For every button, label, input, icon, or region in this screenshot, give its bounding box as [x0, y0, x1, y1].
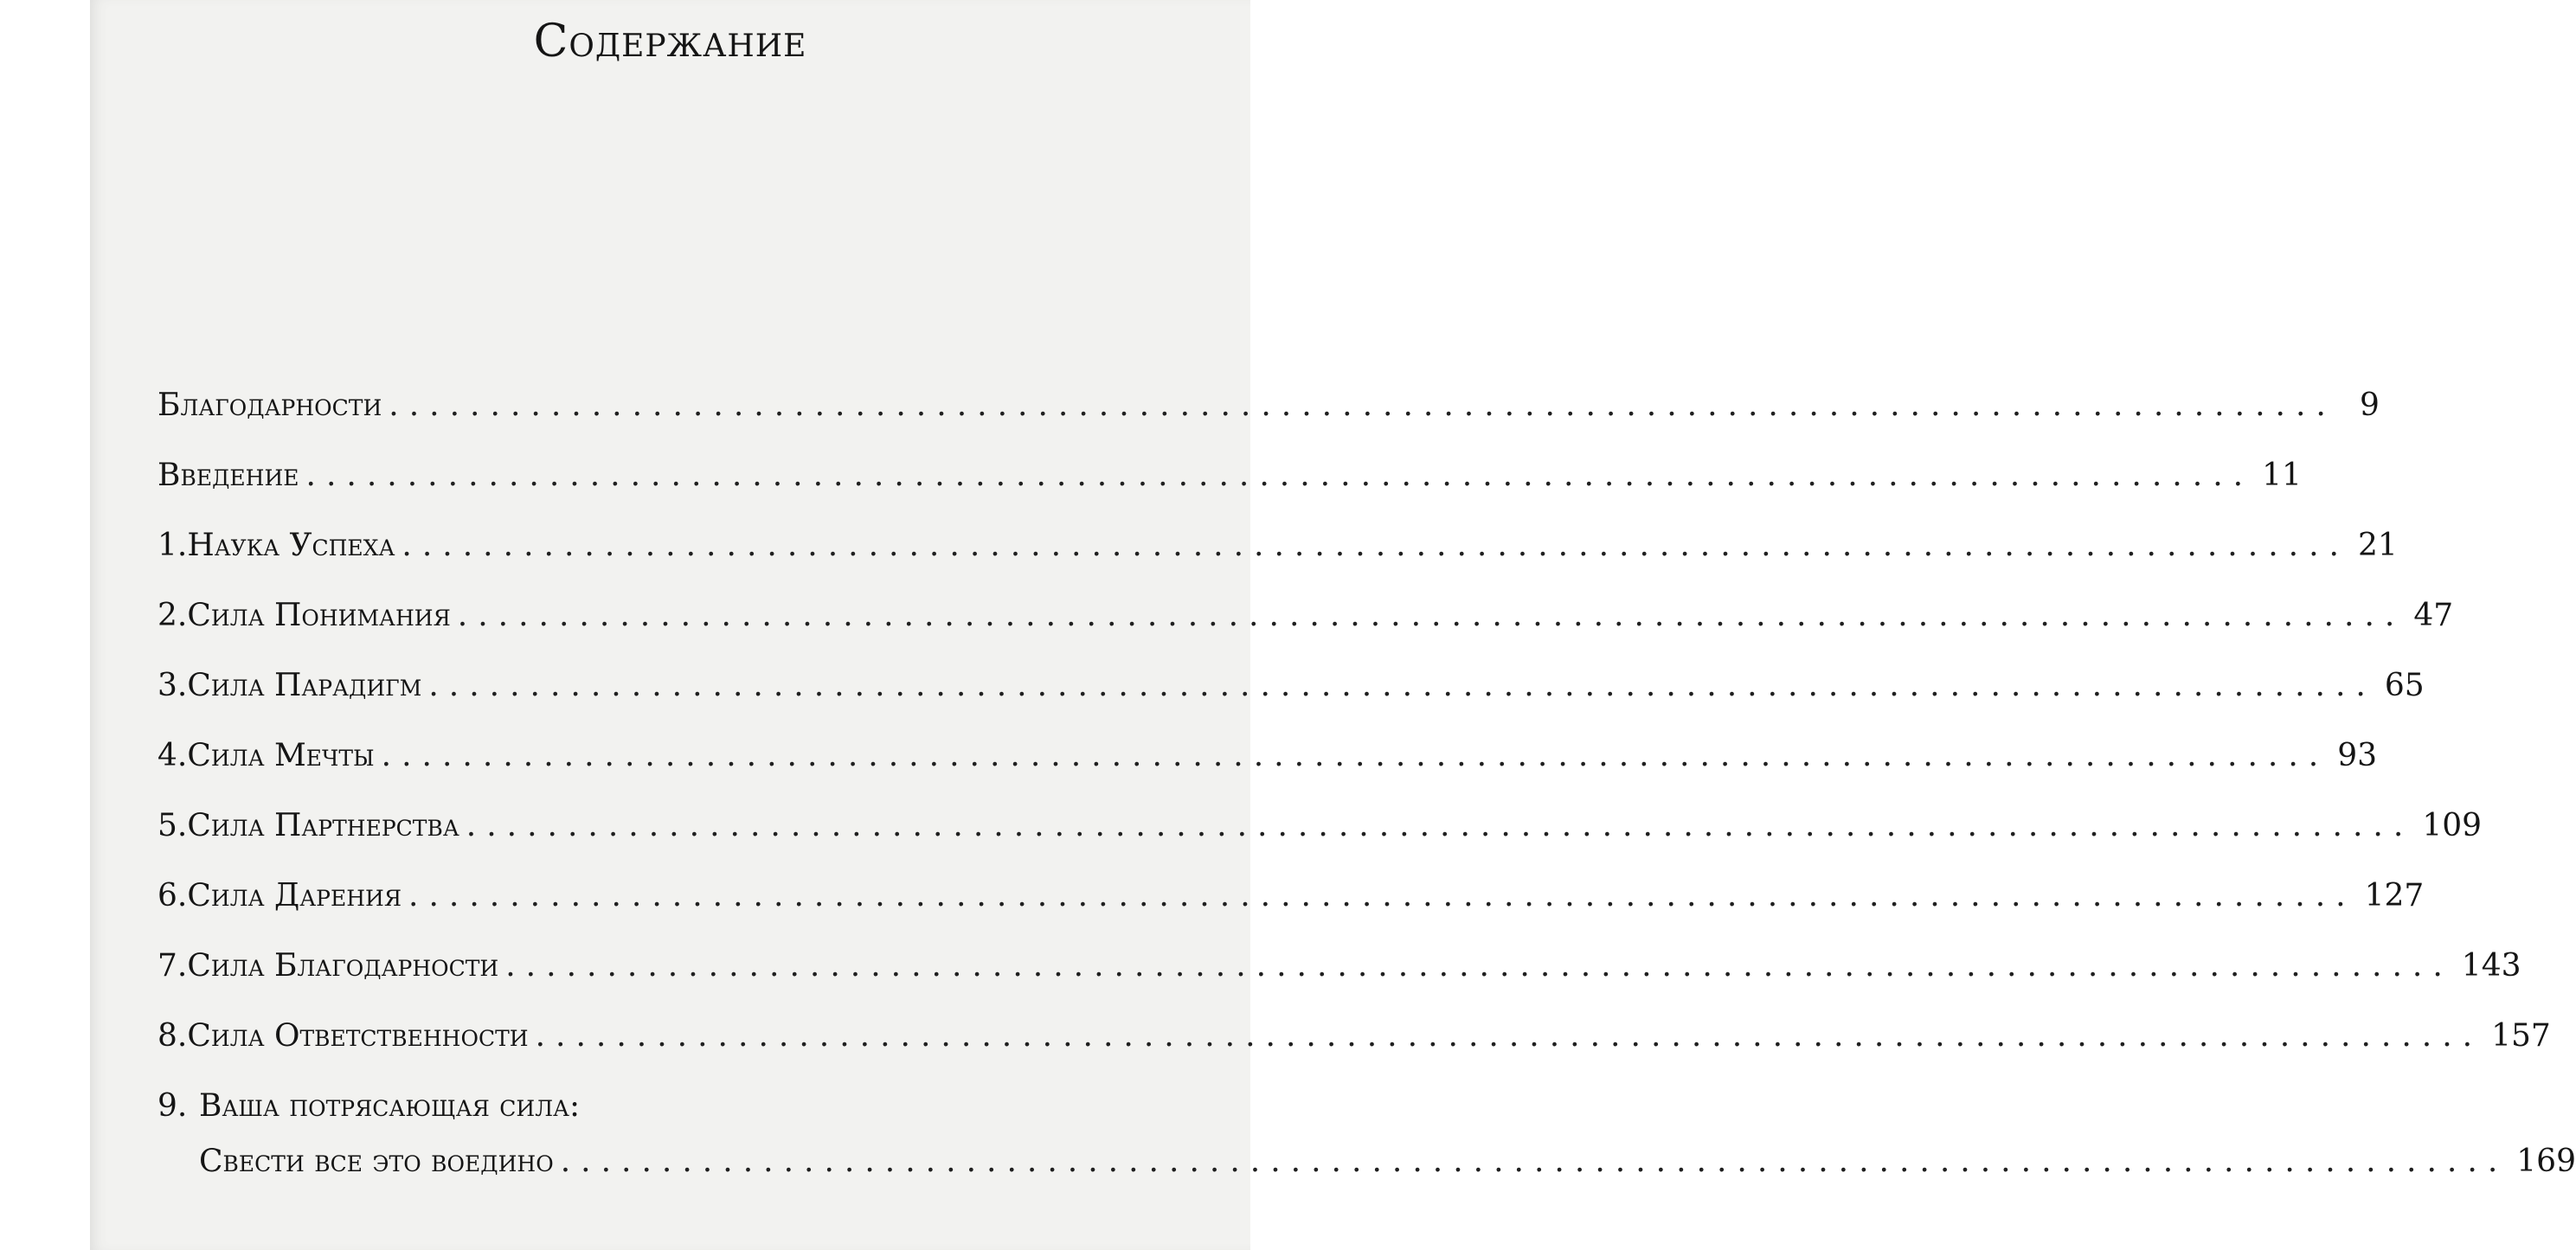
- toc-entry-label: Сила Дарения: [187, 878, 402, 913]
- dot-leader: ................................................................................................: [305, 458, 2254, 493]
- toc-entry-label: Ваша потрясающая сила:: [199, 1088, 581, 1124]
- toc-entry-page: 143: [2461, 948, 2521, 984]
- toc-entry-chapter-3: [157, 668, 2425, 738]
- dot-leader: ................................................................................................: [457, 598, 2406, 633]
- dot-leader: ................................................................................................: [505, 948, 2453, 984]
- dot-leader: ................................................................................................: [428, 668, 2376, 703]
- toc-entry-page: 21: [2357, 528, 2398, 563]
- toc-entry-page: 9: [2359, 388, 2380, 423]
- toc-entry-page: 93: [2337, 738, 2378, 773]
- toc-entry-number: 3.: [157, 668, 188, 703]
- toc-entry-page: 169: [2516, 1144, 2576, 1179]
- toc-entry-chapter-9: [157, 1088, 2576, 1209]
- toc-entry-number: 4.: [157, 738, 188, 773]
- page-title: Содержание: [533, 16, 807, 67]
- toc-entry-label-continued: Свести все это воедино: [199, 1144, 554, 1179]
- toc-entry-chapter-8: [157, 1018, 2551, 1088]
- toc-entry-number: 7.: [157, 948, 188, 984]
- dot-leader: ................................................................................................: [381, 738, 2329, 773]
- toc-entry-number: 6.: [157, 878, 188, 913]
- toc-entry-number: 1.: [157, 528, 188, 563]
- toc-entry-label: Сила Мечты: [187, 738, 375, 773]
- toc-entry-label: Благодарности: [157, 388, 382, 423]
- toc-entry-number: 8.: [157, 1018, 188, 1054]
- toc-entry-introduction: [157, 458, 2302, 528]
- toc-entry-page: 47: [2413, 598, 2454, 633]
- toc-entry-label: Сила Парадигм: [187, 668, 422, 703]
- toc-entry-label: Сила Понимания: [187, 598, 451, 633]
- toc-entry-number: 5.: [157, 808, 188, 843]
- toc-entry-chapter-6: [157, 878, 2425, 948]
- toc-entry-page: 11: [2262, 458, 2302, 493]
- toc-entry-chapter-4: [157, 738, 2378, 808]
- dot-leader: ................................................................................................: [560, 1144, 2509, 1179]
- toc-entry-page: 157: [2491, 1018, 2551, 1054]
- toc-entry-chapter-1: [157, 528, 2398, 598]
- dot-leader: ................................................................................................: [401, 528, 2349, 563]
- table-of-contents: [157, 388, 2576, 1209]
- dot-leader: ................................................................................................: [389, 388, 2336, 423]
- toc-entry-page: 127: [2364, 878, 2425, 913]
- toc-entry-label: Введение: [157, 458, 299, 493]
- toc-entry-number: 9.: [157, 1088, 188, 1124]
- dot-leader: ................................................................................................: [408, 878, 2356, 913]
- toc-entry-page: 65: [2384, 668, 2425, 703]
- toc-entry-label: Сила Ответственности: [187, 1018, 529, 1054]
- toc-entry-label: Сила Партнерства: [187, 808, 459, 843]
- dot-leader: ................................................................................................: [466, 808, 2414, 843]
- toc-entry-label: Сила Благодарности: [187, 948, 499, 984]
- toc-entry-label: Наука Успеха: [187, 528, 395, 563]
- toc-entry-chapter-2: [157, 598, 2454, 668]
- toc-entry-page: 109: [2422, 808, 2483, 843]
- toc-entry-acknowledgements: [157, 388, 2380, 458]
- dot-leader: ................................................................................................: [535, 1018, 2483, 1054]
- toc-entry-chapter-5: [157, 808, 2483, 878]
- toc-entry-chapter-7: [157, 948, 2521, 1018]
- toc-entry-number: 2.: [157, 598, 188, 633]
- book-page: [90, 0, 2576, 1250]
